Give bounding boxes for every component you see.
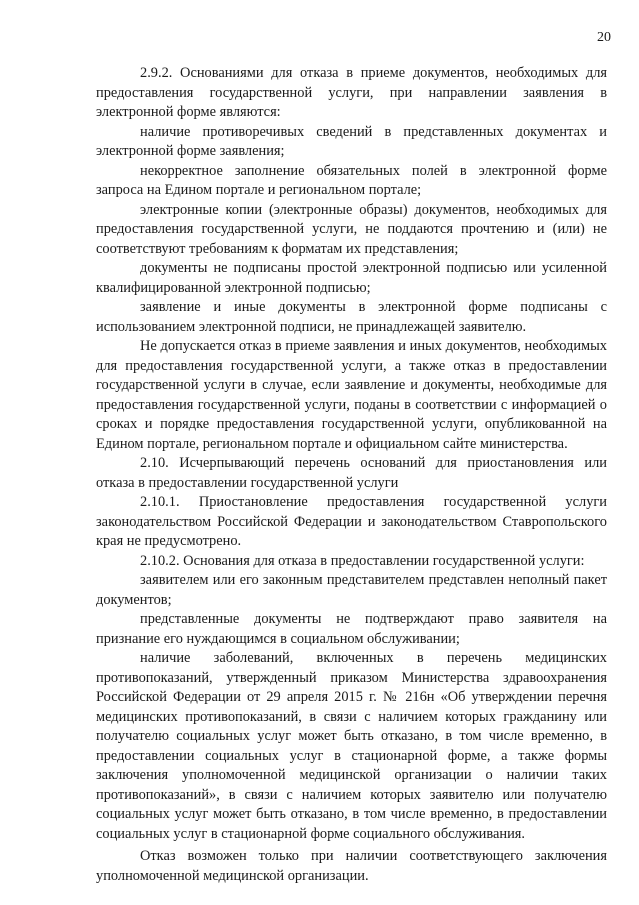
paragraph-unsigned-documents: документы не подписаны простой электронной подписью или усиленной квалифицированной электронной подписью;: [96, 260, 607, 296]
paragraph-refusal-note: Отказ возможен только при наличии соответствующего заключения уполномоченной медицинской организации.: [96, 848, 607, 884]
paragraph-incomplete-package: заявителем или его законным представителем представлен неполный пакет документов;: [96, 572, 607, 608]
paragraph-2-9-2: 2.9.2. Основаниями для отказа в приеме документов, необходимых для предоставления государственной услуги, при направлении заявления в электронной форме являются:: [96, 65, 607, 120]
paragraph-2-10: 2.10. Исчерпывающий перечень оснований для приостановления или отказа в предоставлении государственной услуги: [96, 455, 607, 491]
paragraph-unreadable-copies: электронные копии (электронные образы) документов, необходимых для предоставления государственной услуги, не поддаются прочтению и (или) не соответствуют требованиям к форматам их представления;: [96, 201, 607, 257]
paragraph-incorrect-fields: некорректное заполнение обязательных полей в электронной форме запроса на Едином портале и региональном портале;: [96, 162, 607, 198]
paragraph-contradictory-info: наличие противоречивых сведений в представленных документах и электронной форме заявления;: [96, 123, 607, 159]
paragraph-foreign-signature: заявление и иные документы в электронной форме подписаны с использованием электронной подписи, не принадлежащей заявителю.: [96, 299, 607, 335]
document-body: [96, 64, 607, 886]
paragraph-refusal-not-allowed: Не допускается отказ в приеме заявления и иных документов, необходимых для предоставления государственной услуги, а также отказ в предоставлении государственной услуги в случае, если заявление и документы, необходимые для предоставления государственной услуги, поданы в соответствии с информацией о сроках и порядке предоставления государственной услуги, опубликованной на Едином портале, региональном портале и официальном сайте министерства.: [96, 338, 607, 452]
paragraph-2-10-2: 2.10.2. Основания для отказа в предоставлении государственной услуги:: [140, 552, 585, 569]
paragraph-medical-contraindications: наличие заболеваний, включенных в перечень медицинских противопоказаний, утвержденный приказом Министерства здравоохранения Российской Федерации от 29 апреля 2015 г. № 216н «Об утверждении перечня медицинских противопоказаний, в связи с наличием которых гражданину или получателю социальных услуг может быть отказано, в том числе временно, в предоставлении социальных услуг в стационарной форме, а также формы заключения уполномоченной медицинской организации о наличии таких противопоказаний», в связи с наличием которых заявителю или получателю социальных услуг может быть отказано, в том числе временно, в предоставлении социальных услуг в стационарной форме социального обслуживания.: [96, 650, 607, 842]
paragraph-no-right-confirmation: представленные документы не подтверждают право заявителя на признание его нуждающимся в социальном обслуживании;: [96, 611, 607, 647]
paragraph-2-10-1: 2.10.1. Приостановление предоставления государственной услуги законодательством Российской Федерации и законодательством Ставропольского края не предусмотрено.: [96, 494, 607, 549]
page-number: 20: [597, 30, 611, 45]
